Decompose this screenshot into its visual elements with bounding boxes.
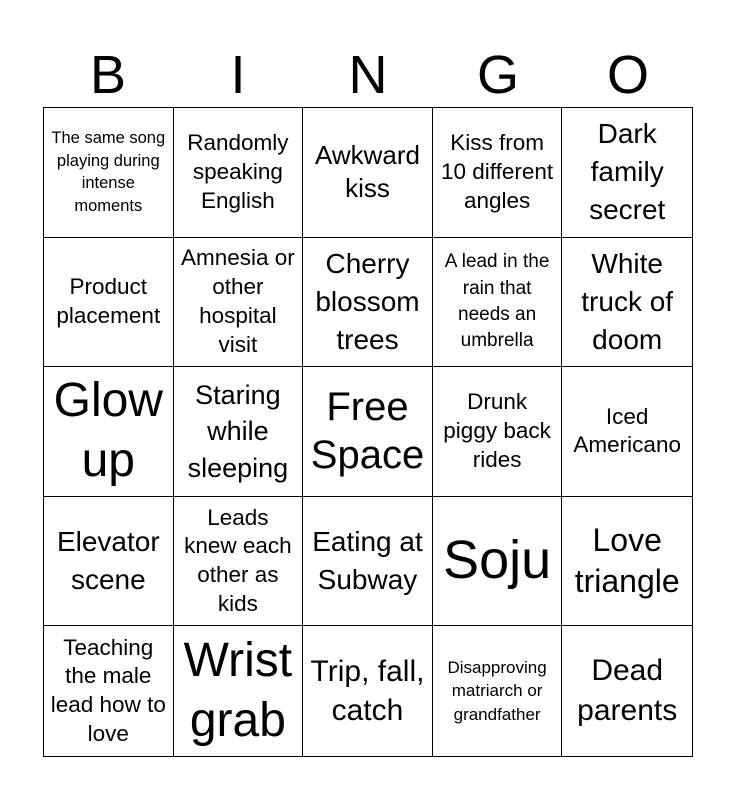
bingo-cell[interactable]: White truck of doom: [562, 238, 692, 368]
bingo-cell[interactable]: Drunk piggy back rides: [433, 367, 563, 497]
bingo-cell[interactable]: Awkward kiss: [303, 108, 433, 238]
header-letter-n: N: [348, 45, 388, 105]
header-letter-i: I: [230, 45, 246, 105]
header-letter-g: G: [476, 45, 519, 105]
bingo-cell[interactable]: Teaching the male lead how to love: [44, 626, 174, 756]
bingo-cell[interactable]: Disapproving matriarch or grandfather: [433, 626, 563, 756]
bingo-cell[interactable]: Dark family secret: [562, 108, 692, 238]
bingo-cell[interactable]: Iced Americano: [562, 367, 692, 497]
bingo-cell[interactable]: Randomly speaking English: [174, 108, 304, 238]
bingo-cell[interactable]: Kiss from 10 different angles: [433, 108, 563, 238]
bingo-cell[interactable]: Wrist grab: [174, 626, 304, 756]
bingo-cell[interactable]: Glow up: [44, 367, 174, 497]
bingo-cell[interactable]: Staring while sleeping: [174, 367, 304, 497]
bingo-cell[interactable]: Love triangle: [562, 497, 692, 627]
bingo-header: [43, 45, 693, 105]
bingo-cell[interactable]: Eating at Subway: [303, 497, 433, 627]
bingo-cell[interactable]: Leads knew each other as kids: [174, 497, 304, 627]
bingo-cell[interactable]: Amnesia or other hospital visit: [174, 238, 304, 368]
bingo-cell[interactable]: Trip, fall, catch: [303, 626, 433, 756]
bingo-cell[interactable]: Elevator scene: [44, 497, 174, 627]
bingo-cell[interactable]: Product placement: [44, 238, 174, 368]
bingo-board: [43, 107, 693, 757]
bingo-cell[interactable]: Cherry blossom trees: [303, 238, 433, 368]
header-letter-o: O: [606, 45, 649, 105]
bingo-free-space[interactable]: Free Space: [303, 367, 433, 497]
bingo-cell[interactable]: The same song playing during intense moments: [44, 108, 174, 238]
bingo-cell[interactable]: Dead parents: [577, 653, 678, 728]
bingo-cell[interactable]: Soju: [433, 497, 563, 627]
header-letter-b: B: [89, 45, 127, 105]
bingo-cell[interactable]: A lead in the rain that needs an umbrella: [433, 238, 563, 368]
